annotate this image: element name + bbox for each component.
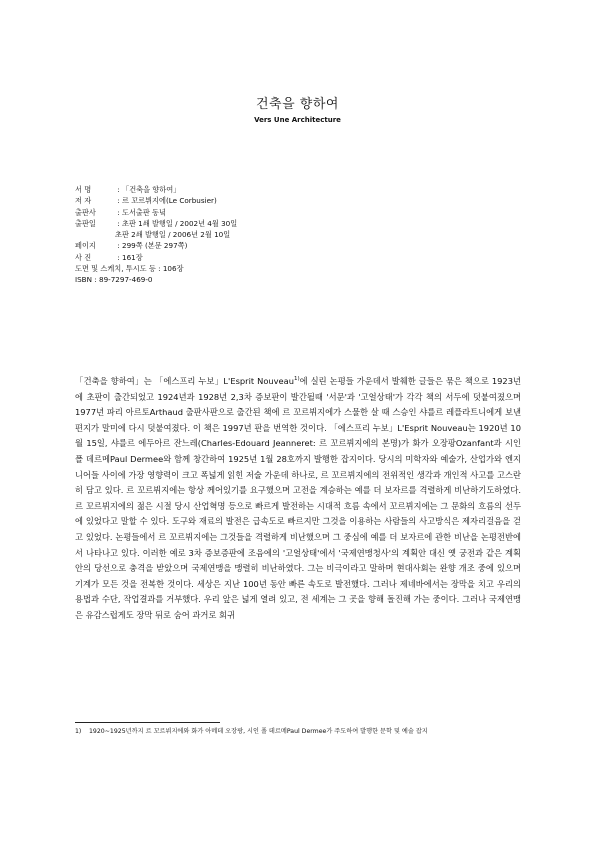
body-lead: 「건축을 향하여」는 「에스프리 누보」L'Esprit Nouveau: [75, 376, 295, 386]
footnote: [75, 727, 525, 737]
footnote-reference[interactable]: 1): [294, 376, 300, 383]
meta-row-pages: 페이지 : 299쪽 (본문 297쪽): [75, 241, 188, 251]
footnote-divider: [75, 722, 220, 723]
book-metadata: [75, 184, 535, 286]
meta-row-title: 서 명 : 「건축을 향하여」: [75, 185, 181, 194]
document-subtitle: Vers Une Architecture: [254, 116, 341, 124]
body-text: 에 실린 논평들 가운데서 발췌한 글들은 묶은 책으로 1923년에 초판이 출간되었고 1924년과 1928년 2,3차 증보판이 발간될때 '서문'과 '고얼상태'가 각각 책의 서두에 덧붙여졌으며 1977년 파리 아르토Arthaud 출판사판으로 출간된 책에 르 꼬르뷔지에가 스물한 살 때 스승인 샤를르 레플라트니에게 보낸 편지가 말미에 다시 덧붙여졌다. 이 책은 1997년 판을 번역한 것이다. 「에스프리 누보」L'Esprit Nouveau는 1920년 10월 15일, 샤를르 에두아르 잔느레(Charles-Edouard Jeanneret: 르 꼬르뷔지에의 본명)가 화가 오장팡Ozanfant과 시인 폴 데르메Paul Dermee와 함께 창간하여 1925년 1월 28호까지 발행한 잡지이다. 당시의 미학자와 예술가, 산업가와 엔지니어들 사이에 가장 영향력이 크고 폭넓게 읽힌 저술 가운데 하나로, 르 꼬르뷔지에의 전위적인 생각과 개인적 사고를 고스란히 담고 있다. 르 꼬르뷔지에는 항상 께어있기를 요구했으며 고전을 계승하는 예를 더 보자르를 격렬하게 비난하기도하였다. 르 꼬르뷔지에의 젊은 시절 당시 산업혁명 등으로 빠르게 발전하는 시대적 흐름 속에서 꼬르뷔지에는 그 문화의 흐름의 선두에 있었다고 말할 수 있다. 도구와 재료의 발전은 급속도로 빠르지만 그것을 이용하는 사람들의 사고방식은 제자리걸음을 걷고 있었다. 논평들에서 르 꼬르뷔지에는 그것들을 격렬하게 비난했으며 그 중심에 예를 더 보자르에 관한 비난을 논평전반에서 나타나고 있다. 이러한 예로 3차 증보증판에 조음에의 '고얼상태'에서 '국제연맹청사'의 계획안 대신 옛 궁전과 같은 계획안의 당선으로 충격을 받았으며 국제연맹을 맹렬히 비난하였다. 그는 비극이라고 말하며 현대사회는 완향 개조 중에 있으며 기계가 모든 것을 전복한 것이다. 세상은 지난 100년 동안 빠른 속도로 발전했다. 그러나 제네바에서는 장막을 치고 우리의 용법과 수단, 작업결과를 거부했다. 우리 앞은 넓게 열려 있고, 전 세계는 그 곳을 향해 돌진해 가는 중이다. 그러나 국제연맹은 유감스럽게도 장막 뒤로 숨어 과거로 회귀: [75, 376, 521, 620]
meta-row-publisher: 출판사 : 도서출판 동녘: [75, 207, 166, 217]
footnote-text: 1920~1925년까지 르 꼬르뷔지에와 화가 아메데 오장팡, 시인 폴 데르메Paul Dermee가 주도하여 발행한 문학 및 예술 잡지: [89, 728, 428, 735]
meta-row-date-2: 초판 2쇄 발행일 / 2006년 2월 10일: [115, 230, 231, 240]
footnote-number: 1): [75, 728, 82, 735]
meta-row-drawings: 도면 및 스케치, 투시도 등 : 106장: [75, 264, 184, 274]
meta-row-photos: 사 진 : 161장: [75, 252, 143, 262]
body-paragraph: [75, 374, 521, 624]
document-title: 건축을 향하여: [256, 97, 339, 112]
meta-row-author: 저 자 : 르 꼬르뷔지에(Le Corbusier): [75, 196, 217, 206]
meta-row-isbn: ISBN : 89-7297-469-0: [75, 275, 153, 285]
meta-row-date: 출판일 : 초판 1쇄 발행일 / 2002년 4월 30일: [75, 218, 238, 228]
